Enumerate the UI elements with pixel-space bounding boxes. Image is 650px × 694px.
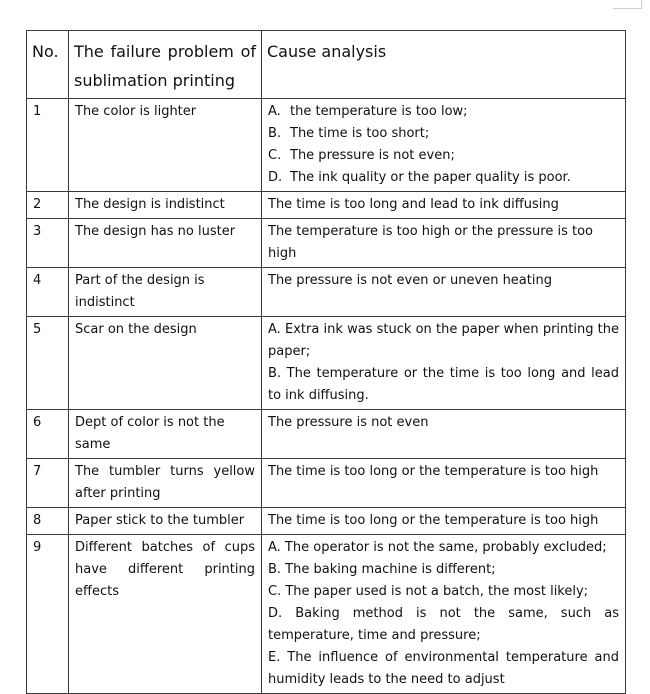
cause-item: A. The operator is not the same, probably excluded; bbox=[268, 540, 607, 555]
table-row bbox=[27, 410, 626, 459]
cause-item: D. Baking method is not the same, such as temperature, time and pressure; bbox=[268, 606, 619, 643]
cause-item-text: The time is too short; bbox=[290, 126, 430, 141]
cause-item bbox=[268, 101, 619, 123]
cause-cell: The temperature is too high or the pressure is too high bbox=[262, 219, 626, 268]
header-problem: The failure problem of sublimation printing bbox=[69, 31, 262, 99]
row-number: 9 bbox=[27, 535, 69, 694]
problem-cell: Paper stick to the tumbler bbox=[69, 508, 262, 535]
table-row bbox=[27, 317, 626, 410]
cause-item-letter: A. bbox=[268, 104, 281, 119]
row-number: 8 bbox=[27, 508, 69, 535]
cause-item bbox=[268, 123, 619, 145]
corner-decoration bbox=[613, 0, 642, 9]
table-row bbox=[27, 508, 626, 535]
row-number: 5 bbox=[27, 317, 69, 410]
problem-cell: Different batches of cups have different printing effects bbox=[69, 535, 262, 694]
problem-cell: Scar on the design bbox=[69, 317, 262, 410]
table-row bbox=[27, 459, 626, 508]
cause-cell bbox=[262, 317, 626, 410]
table-row bbox=[27, 268, 626, 317]
row-number: 3 bbox=[27, 219, 69, 268]
cause-item bbox=[268, 167, 619, 189]
table-row bbox=[27, 192, 626, 219]
cause-item-letter: B. bbox=[268, 126, 282, 141]
table-header-row bbox=[27, 31, 626, 99]
header-no: No. bbox=[27, 31, 69, 99]
cause-cell bbox=[262, 535, 626, 694]
cause-item bbox=[268, 145, 619, 167]
row-number: 2 bbox=[27, 192, 69, 219]
cause-item: B. The temperature or the time is too long and lead to ink diffusing. bbox=[268, 366, 619, 403]
row-number: 4 bbox=[27, 268, 69, 317]
problem-cell: The design is indistinct bbox=[69, 192, 262, 219]
problem-cell: Part of the design is indistinct bbox=[69, 268, 262, 317]
failure-analysis-table bbox=[26, 30, 626, 694]
cause-item: C. The paper used is not a batch, the most likely; bbox=[268, 584, 589, 599]
row-number: 6 bbox=[27, 410, 69, 459]
row-number: 7 bbox=[27, 459, 69, 508]
cause-item: E. The influence of environmental temperature and humidity leads to the need to adjust bbox=[268, 650, 619, 687]
table-row bbox=[27, 219, 626, 268]
cause-cell bbox=[262, 99, 626, 192]
table-row bbox=[27, 535, 626, 694]
cause-item: A. Extra ink was stuck on the paper when printing the paper; bbox=[268, 322, 619, 359]
cause-item-text: The ink quality or the paper quality is poor. bbox=[290, 170, 571, 185]
problem-cell: The design has no luster bbox=[69, 219, 262, 268]
cause-cell: The pressure is not even bbox=[262, 410, 626, 459]
cause-item-letter: C. bbox=[268, 148, 282, 163]
cause-item: B. The baking machine is different; bbox=[268, 562, 496, 577]
problem-cell: The color is lighter bbox=[69, 99, 262, 192]
table-row bbox=[27, 99, 626, 192]
problem-cell: Dept of color is not the same bbox=[69, 410, 262, 459]
cause-cell: The time is too long or the temperature is too high bbox=[262, 459, 626, 508]
cause-item-text: The pressure is not even; bbox=[290, 148, 455, 163]
cause-item-text: the temperature is too low; bbox=[290, 104, 468, 119]
cause-item-letter: D. bbox=[268, 170, 283, 185]
row-number: 1 bbox=[27, 99, 69, 192]
cause-cell: The pressure is not even or uneven heating bbox=[262, 268, 626, 317]
cause-cell: The time is too long or the temperature is too high bbox=[262, 508, 626, 535]
header-cause: Cause analysis bbox=[262, 31, 626, 99]
problem-cell: The tumbler turns yellow after printing bbox=[69, 459, 262, 508]
cause-cell: The time is too long and lead to ink diffusing bbox=[262, 192, 626, 219]
